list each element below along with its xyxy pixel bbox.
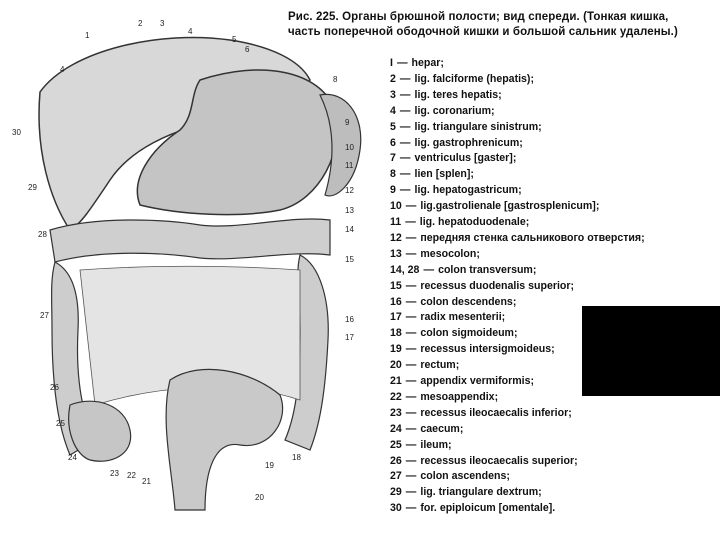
legend-dash: — <box>399 152 411 165</box>
figure-label: 11 <box>345 161 354 170</box>
legend-dash: — <box>399 184 411 197</box>
legend-row <box>390 390 498 404</box>
legend-dash: — <box>396 57 408 69</box>
figure-label: 15 <box>345 255 354 264</box>
legend-number: 23 <box>390 406 402 419</box>
legend-text: lig. teres hepatis; <box>414 88 502 101</box>
legend-dash: — <box>405 390 417 403</box>
legend-number: 17 <box>390 311 402 324</box>
legend-row <box>390 279 574 293</box>
legend-number: 3 <box>390 88 396 101</box>
transverse-colon-shape <box>50 219 330 262</box>
legend-number: 16 <box>390 295 402 308</box>
legend-text: mesocolon; <box>420 247 480 260</box>
legend-dash: — <box>399 136 411 149</box>
figure-label: 29 <box>28 183 37 192</box>
caecum-shape <box>69 401 131 461</box>
legend-number: 30 <box>390 502 402 515</box>
legend-text: lig. hepatogastricum; <box>414 184 522 197</box>
redaction-block <box>582 306 720 396</box>
legend-text: lig.gastrolienale [gastrosplenicum]; <box>420 200 600 213</box>
legend-dash: — <box>405 359 417 372</box>
figure-label: 26 <box>50 383 59 392</box>
legend-row <box>390 501 555 515</box>
legend-dash: — <box>423 263 435 276</box>
legend-dash: — <box>405 279 417 292</box>
legend-dash: — <box>405 343 417 356</box>
legend-dash: — <box>405 422 417 435</box>
legend-number: 20 <box>390 359 402 372</box>
legend-row <box>390 374 534 388</box>
legend-row <box>390 72 534 86</box>
legend-row <box>390 247 480 261</box>
legend-text: hepar; <box>411 57 444 69</box>
legend-number: 29 <box>390 486 402 499</box>
legend-dash: — <box>405 375 417 387</box>
legend-number: 21 <box>390 375 402 387</box>
legend-number: 13 <box>390 247 402 260</box>
figure-label: 4 <box>188 27 193 36</box>
legend-number: 9 <box>390 184 396 197</box>
figure-label: 13 <box>345 206 354 215</box>
legend-number: 14, 28 <box>390 263 420 276</box>
legend-dash: — <box>405 247 417 260</box>
legend-row <box>390 263 536 277</box>
legend-text: recessus duodenalis superior; <box>420 279 575 292</box>
legend-dash: — <box>405 200 417 213</box>
legend-text: colon transversum; <box>438 263 537 276</box>
figure-label: 1 <box>85 31 90 40</box>
figure-label: 28 <box>38 230 47 239</box>
legend-number: 26 <box>390 454 402 467</box>
legend-dash: — <box>405 486 417 499</box>
legend-number: 18 <box>390 327 402 340</box>
legend-text: lien [splen]; <box>414 168 474 181</box>
legend-dash: — <box>405 438 417 451</box>
caption-line-1: Рис. 225. Органы брюшной полости; вид спереди. (Тонкая кишка, <box>288 11 669 23</box>
legend-dash: — <box>399 72 411 85</box>
legend-row <box>390 358 459 372</box>
legend-number: 12 <box>390 231 402 244</box>
legend-dash: — <box>399 168 411 181</box>
legend-text: recessus intersigmoideus; <box>420 343 555 356</box>
legend-row <box>390 167 474 181</box>
legend-row <box>390 199 599 213</box>
legend-number: 8 <box>390 168 396 181</box>
legend-row <box>390 342 555 356</box>
figure-label: 17 <box>345 333 354 342</box>
legend-text: colon descendens; <box>420 295 517 308</box>
legend-number: 15 <box>390 279 402 292</box>
legend-text: lig. coronarium; <box>414 104 495 117</box>
figure-label: 2 <box>138 19 143 28</box>
figure-label: 27 <box>40 311 49 320</box>
legend-row <box>390 422 463 436</box>
caption-line-2: часть поперечной ободочной кишки и большой сальник удалены.) <box>288 26 678 38</box>
legend-dash: — <box>405 295 417 308</box>
figure-label: 16 <box>345 315 354 324</box>
legend-text: lig. triangulare sinistrum; <box>414 120 542 133</box>
figure-label: 20 <box>255 493 264 502</box>
figure-label: 24 <box>68 453 77 462</box>
legend-text: radix mesenterii; <box>420 311 506 324</box>
figure-label: 12 <box>345 186 354 195</box>
figure-label: 14 <box>345 225 354 234</box>
legend-row <box>390 454 578 468</box>
legend-text: colon sigmoideum; <box>420 327 518 340</box>
legend-dash: — <box>405 327 417 340</box>
legend-dash: — <box>399 88 411 101</box>
figure-label: 18 <box>292 453 301 462</box>
legend-row <box>390 310 505 324</box>
legend-number: 7 <box>390 152 396 165</box>
legend-text: mesoappendix; <box>420 390 499 403</box>
legend-row <box>390 485 542 499</box>
legend-text: recessus ileocaecalis superior; <box>420 454 578 467</box>
rectum-shape <box>166 369 283 510</box>
legend-number: 5 <box>390 120 396 133</box>
legend-text: colon ascendens; <box>420 470 510 483</box>
legend-number: 27 <box>390 470 402 483</box>
legend-dash: — <box>405 406 417 419</box>
legend-text: lig. falciforme (hepatis); <box>414 72 534 85</box>
legend-number: I <box>390 57 393 69</box>
legend-text: appendix vermiformis; <box>420 375 535 387</box>
legend-text: передняя стенка сальникового отверстия; <box>420 231 645 244</box>
figure-label: 3 <box>160 19 165 28</box>
legend-number: 10 <box>390 200 402 213</box>
legend-dash: — <box>405 502 417 515</box>
legend-number: 11 <box>390 216 402 228</box>
legend-dash: — <box>405 454 417 467</box>
legend-text: ventriculus [gaster]; <box>414 152 517 165</box>
legend-row <box>390 326 518 340</box>
figure-label: 10 <box>345 143 354 152</box>
figure-label: 8 <box>333 75 338 84</box>
legend-text: rectum; <box>420 359 460 372</box>
legend-row <box>390 215 529 229</box>
figure-label: 6 <box>245 45 250 54</box>
legend-row <box>390 469 510 483</box>
legend-row <box>390 231 645 245</box>
legend-row <box>390 183 522 197</box>
legend-number: 19 <box>390 343 402 356</box>
legend-row <box>390 438 452 452</box>
legend-text: recessus ileocaecalis inferior; <box>420 406 572 419</box>
legend-row <box>390 56 444 70</box>
legend-dash: — <box>399 104 411 117</box>
legend-text: ileum; <box>420 438 452 451</box>
legend-text: lig. triangulare dextrum; <box>420 486 542 499</box>
legend-row <box>390 104 495 118</box>
figure-label: 5 <box>232 35 237 44</box>
legend-row <box>390 136 523 150</box>
figure-label: 25 <box>56 419 65 428</box>
figure-label: 21 <box>142 477 151 486</box>
legend-number: 22 <box>390 390 402 403</box>
figure-label: 9 <box>345 118 350 127</box>
legend-text: caecum; <box>420 422 464 435</box>
legend-row <box>390 406 572 420</box>
legend-row <box>390 295 516 309</box>
figure-label: 30 <box>12 128 21 137</box>
legend-row <box>390 88 502 102</box>
legend-text: for. epiploicum [omentale]. <box>420 502 556 515</box>
legend-number: 4 <box>390 104 396 117</box>
legend-dash: — <box>399 120 411 133</box>
legend-number: 2 <box>390 72 396 85</box>
legend-dash: — <box>405 311 417 324</box>
legend-number: 24 <box>390 422 402 435</box>
figure-label: 23 <box>110 469 119 478</box>
legend-text: lig. hepatoduodenale; <box>419 216 530 228</box>
legend-dash: — <box>405 216 416 228</box>
figure-label: 22 <box>127 471 136 480</box>
legend-dash: — <box>405 231 417 244</box>
legend-row <box>390 151 516 165</box>
legend-row <box>390 120 542 134</box>
figure-label: 4 <box>60 65 65 74</box>
figure-label: 19 <box>265 461 274 470</box>
legend-text: lig. gastrophrenicum; <box>414 136 523 149</box>
legend-dash: — <box>405 470 417 483</box>
legend-number: 25 <box>390 438 402 451</box>
legend-number: 6 <box>390 136 396 149</box>
